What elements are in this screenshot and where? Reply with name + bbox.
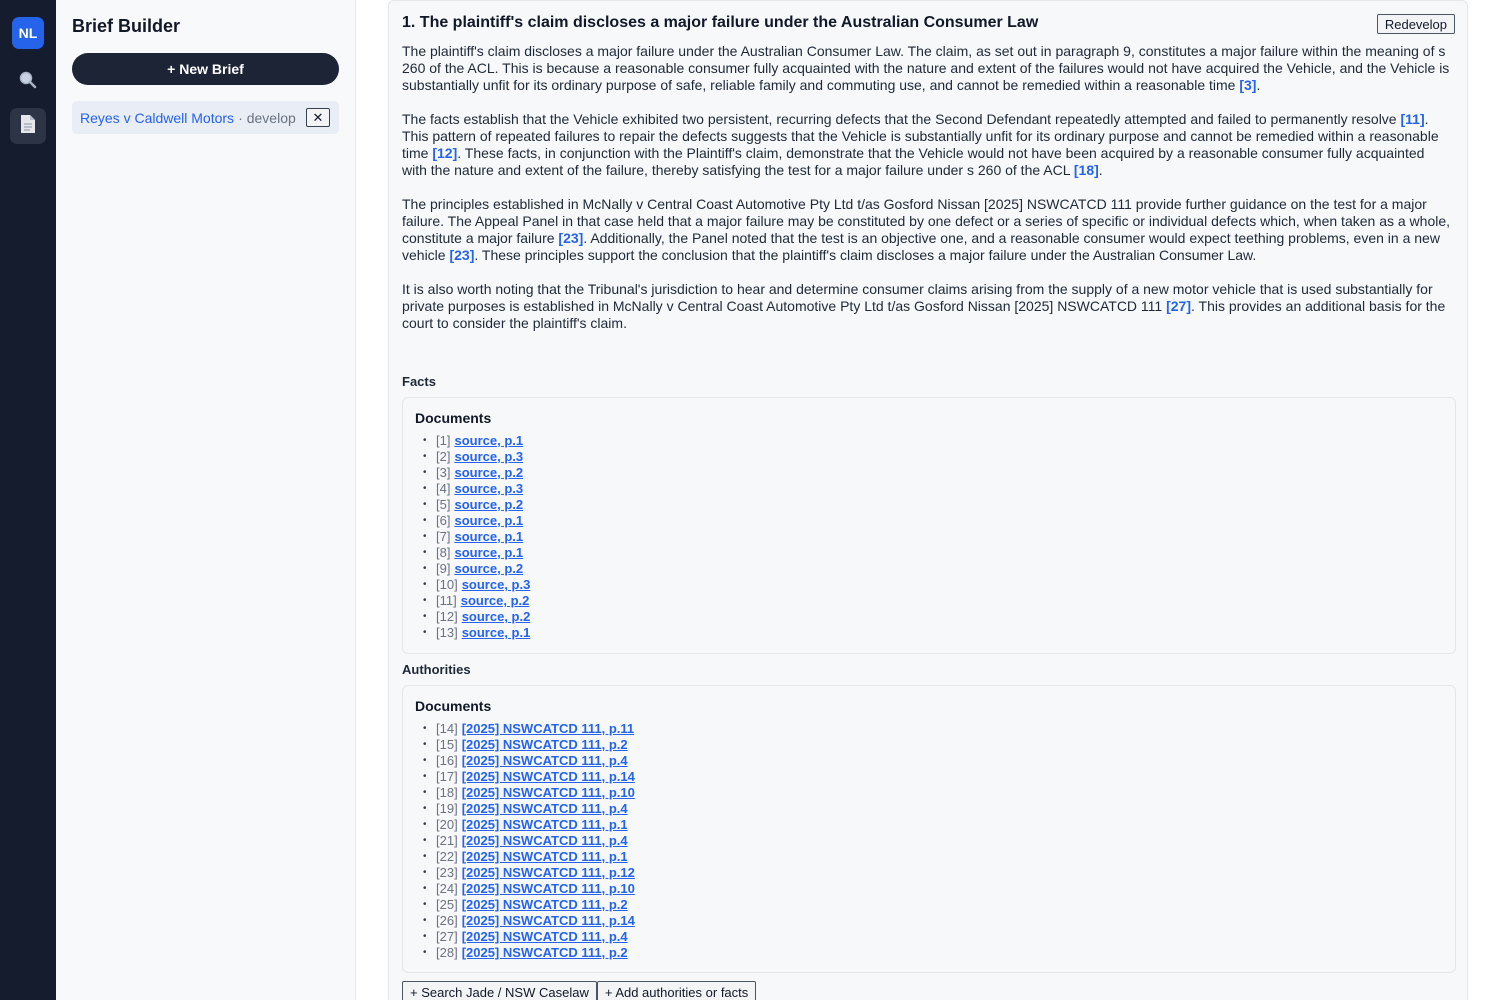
citation-link[interactable]: [27] (1166, 298, 1192, 314)
document-number: [20] (436, 817, 458, 832)
document-number: [7] (436, 529, 451, 544)
document-source-link[interactable]: [2025] NSWCATCD 111, p.4 (461, 801, 628, 816)
document-source-link[interactable]: [2025] NSWCATCD 111, p.4 (461, 929, 628, 944)
document-list-item (423, 577, 530, 593)
document-number: [22] (436, 849, 458, 864)
bullet-icon: • (423, 835, 427, 846)
bullet-icon: • (423, 787, 427, 798)
document-number: [13] (436, 625, 458, 640)
document-number: [18] (436, 785, 458, 800)
bullet-icon: • (423, 563, 427, 574)
paragraph-text: . This pattern of repeated failures to repair the defects suggests that the Vehicle is substantially unfit for its ordinary purpose and cannot be remedied within a reasonable time (402, 111, 1439, 161)
bullet-icon: • (423, 899, 427, 910)
document-source-link[interactable]: source, p.1 (454, 545, 524, 560)
document-source-link[interactable]: source, p.1 (454, 433, 524, 448)
document-list-item (423, 593, 530, 609)
authorities-documents-box (402, 685, 1456, 973)
authorities-label: Authorities (402, 662, 471, 677)
sidebar (56, 0, 356, 1000)
app-rail (0, 0, 56, 1000)
briefs-nav-button[interactable] (10, 108, 46, 144)
document-list-item (423, 529, 530, 545)
analysis-paragraph (402, 43, 1452, 94)
document-list-item (423, 865, 635, 881)
facts-documents-list (423, 433, 530, 641)
document-list-item (423, 465, 530, 481)
document-source-link[interactable]: source, p.1 (461, 625, 531, 640)
paragraph-text: The principles established in McNally v Central Coast Automotive Pty Ltd t/as Gosford Nissan [2025] NSWCATCD 111 provide further guidance on the test for a major failure. The Appeal Panel in that case held that a major failure may be constituted by one defect or a series of specific or individual defects which, when taken as a whole, constitute a major failure (402, 196, 1451, 246)
document-list-item (423, 801, 635, 817)
document-list-item (423, 609, 530, 625)
citation-link[interactable]: [18] (1073, 162, 1099, 178)
bullet-icon: • (423, 771, 427, 782)
bullet-icon: • (423, 947, 427, 958)
document-number: [5] (436, 497, 451, 512)
document-list-item (423, 817, 635, 833)
document-source-link[interactable]: [2025] NSWCATCD 111, p.14 (461, 913, 635, 928)
document-list-item (423, 545, 530, 561)
document-source-link[interactable]: [2025] NSWCATCD 111, p.1 (461, 817, 628, 832)
authorities-documents-title: Documents (415, 698, 492, 714)
bullet-icon: • (423, 803, 427, 814)
document-number: [17] (436, 769, 458, 784)
document-source-link[interactable]: [2025] NSWCATCD 111, p.1 (461, 849, 628, 864)
bullet-icon: • (423, 451, 427, 462)
bullet-icon: • (423, 931, 427, 942)
document-source-link[interactable]: [2025] NSWCATCD 111, p.2 (461, 945, 628, 960)
issue-actions (402, 981, 756, 1000)
bullet-icon: • (423, 579, 427, 590)
paragraph-text: . Additionally, the Panel noted that the test is an objective one, and a reasonable consumer would expect teething problems, even in a new vehicle (402, 230, 1440, 263)
new-brief-button[interactable]: + New Brief (72, 53, 339, 85)
document-source-link[interactable]: source, p.3 (454, 481, 524, 496)
bullet-icon: • (423, 819, 427, 830)
search-nav-button[interactable] (10, 64, 46, 100)
bullet-icon: • (423, 915, 427, 926)
document-source-link[interactable]: [2025] NSWCATCD 111, p.11 (461, 721, 635, 736)
paragraph-text: . (1256, 77, 1261, 93)
brief-name[interactable]: Reyes v Caldwell Motors (80, 109, 235, 126)
document-number: [25] (436, 897, 458, 912)
document-list-item (423, 897, 635, 913)
document-list-item (423, 753, 635, 769)
document-list-item (423, 737, 635, 753)
document-list-item (423, 913, 635, 929)
document-list-item (423, 849, 635, 865)
document-number: [4] (436, 481, 451, 496)
paragraph-text: . These principles support the conclusion that the plaintiff's claim discloses a major failure under the Australian Consumer Law. (474, 247, 1257, 263)
bullet-icon: • (423, 483, 427, 494)
bullet-icon: • (423, 595, 427, 606)
bullet-icon: • (423, 739, 427, 750)
paragraph-text: The plaintiff's claim discloses a major failure under the Australian Consumer Law. The claim, as set out in paragraph 9, constitutes a major failure within the meaning of s 260 of the ACL. This is because a reasonable consumer fully acquainted with the nature and extent of the failures would not have acquired the Vehicle, and the Vehicle is substantially unfit for its ordinary purpose of safe, reliable family and commuting use, and cannot be remedied within a reasonable time (402, 43, 1450, 93)
citation-link[interactable]: [23] (449, 247, 475, 263)
analysis-paragraph (402, 111, 1452, 179)
document-number: [28] (436, 945, 458, 960)
document-source-link[interactable]: source, p.3 (454, 449, 524, 464)
add-authorities-button[interactable]: + Add authorities or facts (597, 981, 756, 1000)
document-source-link[interactable]: [2025] NSWCATCD 111, p.12 (461, 865, 635, 880)
brief-list-item[interactable] (72, 101, 339, 134)
document-number: [12] (436, 609, 458, 624)
document-source-link[interactable]: [2025] NSWCATCD 111, p.4 (461, 753, 628, 768)
document-source-link[interactable]: source, p.2 (454, 497, 524, 512)
citation-link[interactable]: [11] (1400, 111, 1425, 127)
document-number: [19] (436, 801, 458, 816)
document-source-link[interactable]: source, p.1 (454, 513, 524, 528)
facts-documents-title: Documents (415, 410, 492, 426)
document-number: [16] (436, 753, 458, 768)
document-list-item (423, 625, 530, 641)
document-list-item (423, 785, 635, 801)
document-number: [15] (436, 737, 458, 752)
bullet-icon: • (423, 867, 427, 878)
document-source-link[interactable]: [2025] NSWCATCD 111, p.10 (461, 785, 635, 800)
authorities-documents-list (423, 721, 635, 961)
document-number: [2] (436, 449, 451, 464)
bullet-icon: • (423, 627, 427, 638)
facts-label: Facts (402, 374, 436, 389)
app-logo[interactable]: NL (12, 17, 44, 49)
citation-link[interactable]: [12] (432, 145, 458, 161)
document-source-link[interactable]: source, p.2 (454, 561, 524, 576)
bullet-icon: • (423, 531, 427, 542)
analysis-paragraph (402, 281, 1452, 332)
bullet-icon: • (423, 883, 427, 894)
document-number: [10] (436, 577, 458, 592)
document-number: [24] (436, 881, 458, 896)
search-caselaw-button[interactable]: + Search Jade / NSW Caselaw (402, 981, 597, 1000)
bullet-icon: • (423, 467, 427, 478)
search-icon (18, 70, 38, 95)
citation-link[interactable]: [3] (1239, 77, 1257, 93)
document-source-link[interactable]: [2025] NSWCATCD 111, p.2 (461, 737, 628, 752)
document-source-link[interactable]: source, p.2 (460, 593, 530, 608)
document-source-link[interactable]: [2025] NSWCATCD 111, p.4 (461, 833, 628, 848)
document-list-item (423, 945, 635, 961)
analysis-paragraph (402, 196, 1452, 264)
document-source-link[interactable]: source, p.2 (454, 465, 524, 480)
document-number: [1] (436, 433, 451, 448)
close-brief-button[interactable] (306, 108, 330, 127)
bullet-icon: • (423, 435, 427, 446)
document-source-link[interactable]: [2025] NSWCATCD 111, p.10 (461, 881, 635, 896)
document-number: [11] (436, 593, 457, 608)
document-list-item (423, 433, 530, 449)
bullet-icon: • (423, 851, 427, 862)
sidebar-title: Brief Builder (72, 16, 181, 36)
brief-stage: develop (246, 109, 296, 126)
document-source-link[interactable]: [2025] NSWCATCD 111, p.2 (461, 897, 628, 912)
document-number: [8] (436, 545, 451, 560)
bullet-icon: • (423, 611, 427, 622)
document-number: [9] (436, 561, 451, 576)
citation-link[interactable]: [23] (558, 230, 584, 246)
document-list-item (423, 833, 635, 849)
document-list-item (423, 481, 530, 497)
main-content (356, 0, 1500, 1000)
issue-title: 1. The plaintiff's claim discloses a major failure under the Australian Consumer Law (402, 14, 1039, 31)
document-source-link[interactable]: source, p.1 (454, 529, 524, 544)
close-icon: ✕ (312, 109, 324, 125)
paragraph-text: . These facts, in conjunction with the Plaintiff's claim, demonstrate that the Vehicle would not have been acquired by a reasonable consumer fully acquainted with the nature and extent of the failure, thereby satisfying the test for a major failure under s 260 of the ACL (402, 145, 1425, 178)
issue-analysis (402, 43, 1452, 349)
document-list-item (423, 449, 530, 465)
document-icon (19, 114, 37, 139)
document-number: [21] (436, 833, 458, 848)
document-list-item (423, 929, 635, 945)
document-list-item (423, 561, 530, 577)
redevelop-button[interactable]: Redevelop (1377, 14, 1455, 34)
paragraph-text: . (1098, 162, 1103, 178)
bullet-icon: • (423, 515, 427, 526)
document-list-item (423, 721, 635, 737)
issue-card (388, 0, 1468, 1000)
bullet-icon: • (423, 499, 427, 510)
paragraph-text: It is also worth noting that the Tribunal's jurisdiction to hear and determine consumer claims arising from the supply of a new motor vehicle that is used substantially for private purposes is established in McNally v Central Coast Automotive Pty Ltd t/as Gosford Nissan [2025] NSWCATCD 111 (402, 281, 1433, 314)
document-number: [14] (436, 721, 458, 736)
document-number: [3] (436, 465, 451, 480)
document-source-link[interactable]: source, p.2 (461, 609, 531, 624)
brief-separator: · (238, 109, 243, 126)
document-number: [23] (436, 865, 458, 880)
paragraph-text: . This provides an additional basis for the court to consider the plaintiff's claim. (402, 298, 1446, 331)
document-list-item (423, 769, 635, 785)
document-source-link[interactable]: [2025] NSWCATCD 111, p.14 (461, 769, 635, 784)
bullet-icon: • (423, 723, 427, 734)
bullet-icon: • (423, 755, 427, 766)
facts-documents-box (402, 397, 1456, 654)
document-list-item (423, 513, 530, 529)
bullet-icon: • (423, 547, 427, 558)
document-list-item (423, 881, 635, 897)
document-number: [27] (436, 929, 458, 944)
document-number: [6] (436, 513, 451, 528)
document-source-link[interactable]: source, p.3 (461, 577, 531, 592)
paragraph-text: The facts establish that the Vehicle exhibited two persistent, recurring defects that the Second Defendant repeatedly attempted and failed to permanently resolve (402, 111, 1401, 127)
document-number: [26] (436, 913, 458, 928)
document-list-item (423, 497, 530, 513)
